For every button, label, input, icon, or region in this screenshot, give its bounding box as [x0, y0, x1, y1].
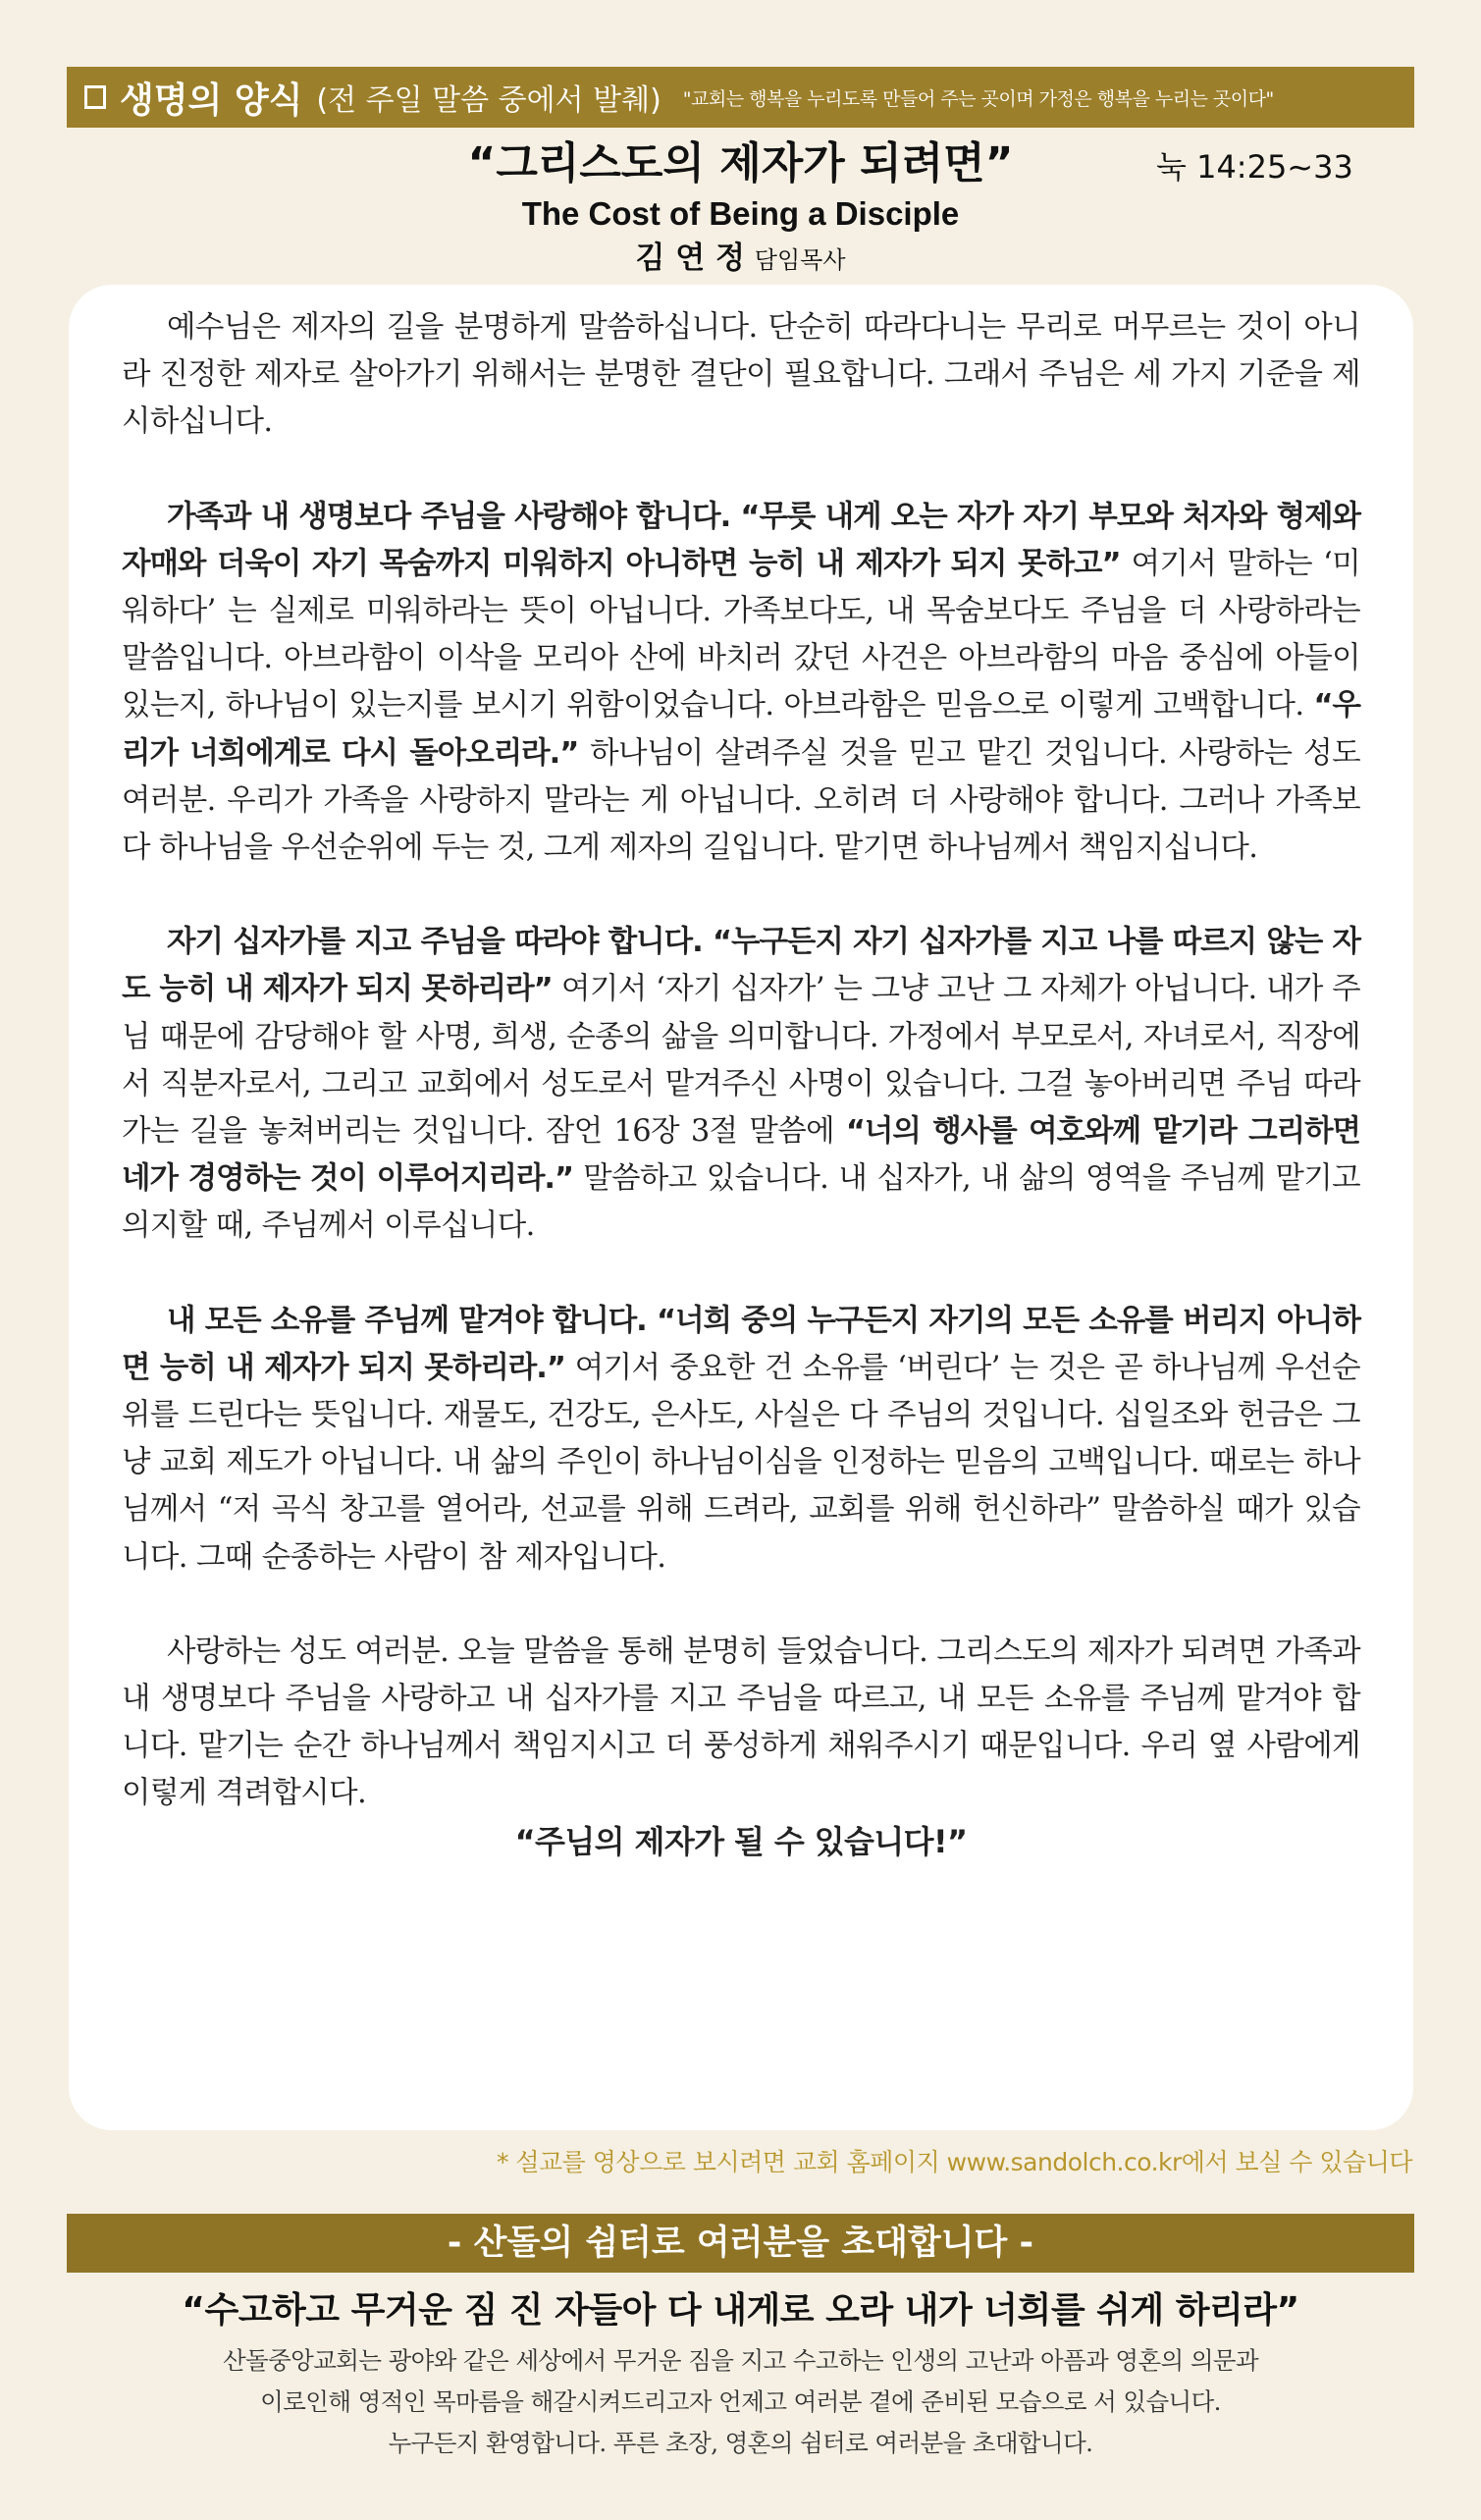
sermon-card: [69, 285, 1413, 2130]
invite-line: 누구든지 환영합니다. 푸른 초장, 영혼의 쉼터로 여러분을 초대합니다.: [388, 2429, 1093, 2457]
point-3-text: 여기서 중요한 건 소유를 ‘버린다’ 는 것은 곧 하나님께 우선순위를 드린다는 뜻입니다. 재물도, 건강도, 은사도, 사실은 다 주님의 것입니다. 십일조와 헌금은 그냥 교회 제도가 아닙니다. 내 삶의 주인이 하나님이심을 인정하는 믿음의 고백입니다. 때로는 하나님께서 “저 곡식 창고를 열어라, 선교를 위해 드려라, 교회를 위해 헌신하라” 말씀하실 때가 있습니다. 그때 순종하는 사람이 참 제자입니다.: [122, 1350, 1360, 1575]
invite-banner: - 산돌의 쉼터로 여러분을 초대합니다 -: [67, 2214, 1414, 2273]
closing-exhortation: “주님의 제자가 될 수 있습니다!”: [514, 1822, 968, 1860]
section-subtitle: (전 주일 말씀 중에서 발췌): [316, 83, 661, 118]
invite-quote: “수고하고 무거운 짐 진 자들아 다 내게로 오라 내가 너희를 쉬게 하리라”: [182, 2290, 1299, 2331]
paragraph-point-1: [122, 494, 1360, 873]
header-motto: "교회는 행복을 누리도록 만들어 주는 곳이며 가정은 행복을 누리는 곳이다": [682, 87, 1274, 110]
sermon-body: [122, 304, 1360, 1865]
point-2-text-cont: 말씀하고 있습니다. 내 십자가, 내 삶의 영역을 주님께 맡기고 의지할 때, 주님께서 이루십니다.: [122, 1161, 1361, 1244]
point-2-text: 여기서 ‘자기 십자가’ 는 그냥 고난 그 자체가 아닙니다. 내가 주님 때문에 감당해야 할 사명, 희생, 순종의 삶을 의미합니다. 가정에서 부모로서, 자녀로서, 직장에서 직분자로서, 그리고 교회에서 성도로서 맡겨주신 사명이 있습니다. 그걸 놓아버리면 주님 따라가는 길을 놓쳐버리는 것입니다. 잠언 16장 3절 말씀에: [122, 972, 1360, 1150]
point-3-heading: 내 모든 소유를 주님께 맡겨야 합니다. “너희 중의 누구든지 자기의 모든 소유를 버리지 아니하면 능히 내 제자가 되지 못하리라.”: [122, 1303, 1360, 1385]
sermon-title-korean: “그리스도의 제자가 되려면”: [467, 138, 1014, 188]
preacher-name: 김 연 정: [635, 241, 745, 276]
invite-line: 이로인해 영적인 목마름을 해갈시켜드리고자 언제고 여러분 곁에 준비된 모습으로 서 있습니다.: [260, 2387, 1221, 2416]
section-title: 생명의 양식: [120, 80, 303, 121]
scripture-reference: 눅 14:25~33: [1156, 148, 1353, 186]
checkbox-square-icon: [84, 85, 106, 109]
invite-body: [59, 2340, 1422, 2464]
invite-line: 산돌중앙교회는 광야와 같은 세상에서 무거운 짐을 지고 수고하는 인생의 고난과 아픔과 영혼의 의문과: [222, 2346, 1259, 2375]
video-footnote: * 설교를 영상으로 보시려면 교회 홈페이지 www.sandolch.co.kr에서 보실 수 있습니다: [496, 2148, 1412, 2176]
point-2-heading: 자기 십자가를 지고 주님을 따라야 합니다. “누구든지 자기 십자가를 지고 나를 따르지 않는 자도 능히 내 제자가 되지 못하리라”: [122, 925, 1360, 1007]
section-header-bar: [67, 67, 1414, 128]
paragraph-conclusion: 사랑하는 성도 여러분. 오늘 말씀을 통해 분명히 들었습니다. 그리스도의 제자가 되려면 가족과 내 생명보다 주님을 사랑하고 내 십자가를 지고 주님을 따르고, 내 모든 소유를 주님께 맡겨야 합니다. 맡기는 순간 하나님께서 책임지시고 더 풍성하게 채워주시기 때문입니다. 우리 옆 사람에게 이렇게 격려합시다.: [122, 1634, 1360, 1811]
preacher-role: 담임목사: [754, 246, 846, 274]
sermon-title-english: The Cost of Being a Disciple: [521, 195, 960, 232]
paragraph-intro: 예수님은 제자의 길을 분명하게 말씀하십니다. 단순히 따라다니는 무리로 머무르는 것이 아니라 진정한 제자로 살아가기 위해서는 분명한 결단이 필요합니다. 그래서 주님은 세 가지 기준을 제시하십니다.: [122, 310, 1360, 440]
paragraph-point-2: [122, 919, 1360, 1250]
point-1-quote: “우리가 너희에게로 다시 돌아오리라.”: [122, 688, 1360, 771]
point-2-quote: “너의 행사를 여호와께 맡기라 그리하면 네가 경영하는 것이 이루어지리라.”: [122, 1114, 1360, 1197]
preacher: [0, 236, 1481, 283]
paragraph-point-3: [122, 1298, 1360, 1582]
point-1-heading: 가족과 내 생명보다 주님을 사랑해야 합니다. “무릇 내게 오는 자가 자기 부모와 처자와 형제와 자매와 더욱이 자기 목숨까지 미워하지 아니하면 능히 내 제자가 되지 못하고”: [122, 499, 1360, 581]
point-1-text-cont: 하나님이 살려주실 것을 믿고 맡긴 것입니다. 사랑하는 성도 여러분. 우리가 가족을 사랑하지 말라는 게 아닙니다. 오히려 더 사랑해야 합니다. 그러나 가족보다 하나님을 우선순위에 두는 것, 그게 제자의 길입니다. 맡기면 하나님께서 책임지십니다.: [122, 735, 1360, 866]
point-1-text: 여기서 말하는 ‘미워하다’ 는 실제로 미워하라는 뜻이 아닙니다. 가족보다도, 내 목숨보다도 주님을 더 사랑하라는 말씀입니다. 아브라함이 이삭을 모리아 산에 바치러 갔던 사건은 아브라함의 마음 중심에 아들이 있는지, 하나님이 있는지를 보시기 위함이었습니다. 아브라함은 믿음으로 이렇게 고백합니다.: [122, 546, 1360, 724]
